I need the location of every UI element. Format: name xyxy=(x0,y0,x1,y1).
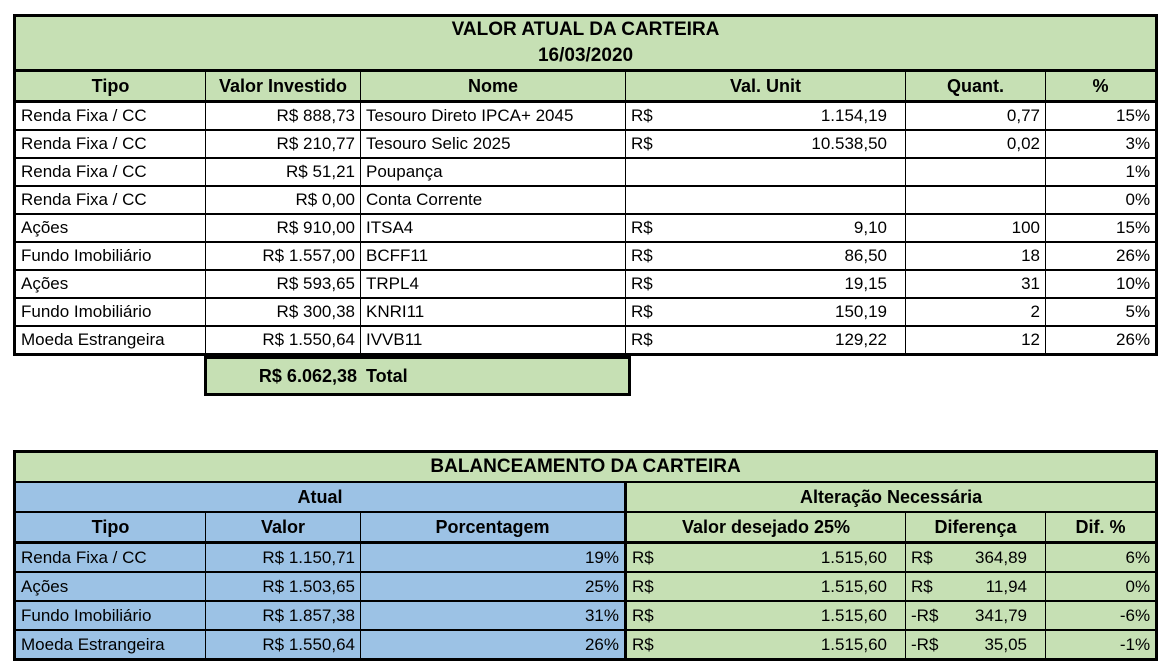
table-cell: 26% xyxy=(361,630,626,660)
table-cell: 0,02 xyxy=(906,130,1046,158)
balance-row xyxy=(15,630,1157,660)
asset-row xyxy=(15,298,1157,326)
table-cell xyxy=(626,543,906,573)
table-cell: R$ 51,21 xyxy=(206,158,361,186)
table-cell: Tesouro Direto IPCA+ 2045 xyxy=(361,102,626,131)
portfolio-rows xyxy=(15,102,1157,355)
table-cell xyxy=(626,186,906,214)
column-header-valor: Valor xyxy=(206,512,361,543)
table-cell: R$ 1.503,65 xyxy=(206,572,361,601)
cell-value: 11,94 xyxy=(985,576,1027,596)
table-cell: 10% xyxy=(1046,270,1157,298)
asset-row xyxy=(15,130,1157,158)
table-cell: Moeda Estrangeira xyxy=(15,630,206,660)
currency-symbol: R$ xyxy=(911,576,933,596)
column-header-tipo: Tipo xyxy=(15,512,206,543)
balance-title-row xyxy=(15,452,1157,483)
table-cell: R$ 1.557,00 xyxy=(206,242,361,270)
column-header-valor-desejado: Valor desejado 25% xyxy=(626,512,906,543)
table-cell: Renda Fixa / CC xyxy=(15,186,206,214)
currency-symbol: R$ xyxy=(631,246,653,265)
currency-symbol: R$ xyxy=(631,302,653,321)
table-cell xyxy=(906,572,1046,601)
table-cell: Renda Fixa / CC xyxy=(15,158,206,186)
balance-header-row xyxy=(15,512,1157,543)
portfolio-total-value: R$ 6.062,38 xyxy=(258,365,357,386)
column-header-diferenca: Diferença xyxy=(906,512,1046,543)
portfolio-title: VALOR ATUAL DA CARTEIRA xyxy=(451,19,720,40)
table-cell: 25% xyxy=(361,572,626,601)
table-cell: Conta Corrente xyxy=(361,186,626,214)
asset-row xyxy=(15,242,1157,270)
table-cell: 31% xyxy=(361,601,626,630)
balance-title-cell xyxy=(15,452,1157,483)
currency-symbol: -R$ xyxy=(911,605,939,625)
column-header-quant: Quant. xyxy=(906,71,1046,102)
table-cell: R$ 1.550,64 xyxy=(206,630,361,660)
balance-title: BALANCEAMENTO DA CARTEIRA xyxy=(430,456,741,477)
portfolio-table xyxy=(13,14,1158,356)
cell-value: 35,05 xyxy=(984,634,1027,654)
table-cell: 12 xyxy=(906,326,1046,355)
column-header-valor-investido: Valor Investido xyxy=(206,71,361,102)
table-cell: 19% xyxy=(361,543,626,573)
table-cell xyxy=(626,130,906,158)
portfolio-title-row xyxy=(15,16,1157,71)
table-cell xyxy=(906,158,1046,186)
balance-row xyxy=(15,601,1157,630)
table-cell: 1% xyxy=(1046,158,1157,186)
table-cell: 26% xyxy=(1046,326,1157,355)
table-cell: -1% xyxy=(1046,630,1157,660)
cell-value: 1.515,60 xyxy=(820,547,887,567)
cell-value: 19,15 xyxy=(844,274,887,293)
column-header-val-unit: Val. Unit xyxy=(626,71,906,102)
cell-value: 10.538,50 xyxy=(811,134,887,153)
table-cell: 0,77 xyxy=(906,102,1046,131)
portfolio-title-cell xyxy=(15,16,1157,71)
asset-row xyxy=(15,186,1157,214)
column-header-porcentagem: Porcentagem xyxy=(361,512,626,543)
portfolio-date: 16/03/2020 xyxy=(537,45,634,66)
table-cell: Fundo Imobiliário xyxy=(15,298,206,326)
portfolio-section xyxy=(13,14,1158,396)
table-cell: 3% xyxy=(1046,130,1157,158)
currency-symbol: R$ xyxy=(632,547,654,567)
table-cell xyxy=(906,630,1046,660)
table-cell xyxy=(626,158,906,186)
asset-row xyxy=(15,102,1157,131)
portfolio-total-label: Total xyxy=(366,365,408,386)
table-cell: R$ 210,77 xyxy=(206,130,361,158)
table-cell xyxy=(626,630,906,660)
table-cell: Fundo Imobiliário xyxy=(15,242,206,270)
balance-group-row xyxy=(15,482,1157,512)
currency-symbol: R$ xyxy=(632,634,654,654)
table-cell: 31 xyxy=(906,270,1046,298)
table-cell: Renda Fixa / CC xyxy=(15,102,206,131)
cell-value: 86,50 xyxy=(844,246,887,265)
table-cell: 18 xyxy=(906,242,1046,270)
table-cell: R$ 593,65 xyxy=(206,270,361,298)
table-cell: R$ 888,73 xyxy=(206,102,361,131)
portfolio-header-row xyxy=(15,71,1157,102)
asset-row xyxy=(15,270,1157,298)
currency-symbol: -R$ xyxy=(911,634,939,654)
table-cell: 100 xyxy=(906,214,1046,242)
table-cell: 26% xyxy=(1046,242,1157,270)
column-header-tipo: Tipo xyxy=(15,71,206,102)
table-cell: R$ 0,00 xyxy=(206,186,361,214)
table-cell xyxy=(626,298,906,326)
table-cell xyxy=(626,326,906,355)
table-cell: 15% xyxy=(1046,214,1157,242)
currency-symbol: R$ xyxy=(911,547,933,567)
table-cell: 6% xyxy=(1046,543,1157,573)
table-cell: 5% xyxy=(1046,298,1157,326)
table-cell: Fundo Imobiliário xyxy=(15,601,206,630)
table-cell: 0% xyxy=(1046,186,1157,214)
table-cell: Renda Fixa / CC xyxy=(15,543,206,573)
group-header-alteracao-necessaria: Alteração Necessária xyxy=(626,482,1157,512)
balance-row xyxy=(15,572,1157,601)
balance-rows xyxy=(15,543,1157,660)
currency-symbol: R$ xyxy=(631,218,653,237)
asset-row xyxy=(15,214,1157,242)
cell-value: 1.154,19 xyxy=(820,106,887,125)
table-cell: ITSA4 xyxy=(361,214,626,242)
table-cell: 15% xyxy=(1046,102,1157,131)
cell-value: 129,22 xyxy=(835,330,887,349)
cell-value: 9,10 xyxy=(853,218,887,237)
table-cell: R$ 300,38 xyxy=(206,298,361,326)
table-cell xyxy=(906,601,1046,630)
table-cell: R$ 910,00 xyxy=(206,214,361,242)
asset-row xyxy=(15,326,1157,355)
currency-symbol: R$ xyxy=(632,576,654,596)
table-cell: R$ 1.150,71 xyxy=(206,543,361,573)
currency-symbol: R$ xyxy=(632,605,654,625)
table-cell xyxy=(626,270,906,298)
cell-value: 150,19 xyxy=(835,302,887,321)
cell-value: 1.515,60 xyxy=(820,634,887,654)
table-cell: Ações xyxy=(15,214,206,242)
currency-symbol: R$ xyxy=(631,134,653,153)
currency-symbol: R$ xyxy=(631,274,653,293)
table-cell xyxy=(626,601,906,630)
table-cell xyxy=(626,242,906,270)
table-cell: TRPL4 xyxy=(361,270,626,298)
cell-value: 1.515,60 xyxy=(820,605,887,625)
table-cell: Renda Fixa / CC xyxy=(15,130,206,158)
column-header-nome: Nome xyxy=(361,71,626,102)
cell-value: 364,89 xyxy=(975,547,1027,567)
currency-symbol: R$ xyxy=(631,330,653,349)
table-cell: R$ 1.857,38 xyxy=(206,601,361,630)
balance-table xyxy=(13,450,1158,661)
table-cell: Tesouro Selic 2025 xyxy=(361,130,626,158)
table-cell: R$ 1.550,64 xyxy=(206,326,361,355)
table-cell: 2 xyxy=(906,298,1046,326)
table-cell: -6% xyxy=(1046,601,1157,630)
balance-row xyxy=(15,543,1157,573)
table-cell: Ações xyxy=(15,572,206,601)
table-cell xyxy=(626,102,906,131)
table-cell: 0% xyxy=(1046,572,1157,601)
column-header-pct: % xyxy=(1046,71,1157,102)
table-cell: Poupança xyxy=(361,158,626,186)
table-cell xyxy=(906,186,1046,214)
table-cell xyxy=(906,543,1046,573)
balance-section xyxy=(13,450,1158,661)
cell-value: 341,79 xyxy=(975,605,1027,625)
table-cell: Moeda Estrangeira xyxy=(15,326,206,355)
currency-symbol: R$ xyxy=(631,106,653,125)
table-cell: BCFF11 xyxy=(361,242,626,270)
table-cell: IVVB11 xyxy=(361,326,626,355)
cell-value: 1.515,60 xyxy=(820,576,887,596)
asset-row xyxy=(15,158,1157,186)
table-cell xyxy=(626,572,906,601)
column-header-dif-pct: Dif. % xyxy=(1046,512,1157,543)
group-header-atual: Atual xyxy=(15,482,626,512)
table-cell: Ações xyxy=(15,270,206,298)
portfolio-total-row xyxy=(204,356,631,396)
table-cell: KNRI11 xyxy=(361,298,626,326)
table-cell xyxy=(626,214,906,242)
